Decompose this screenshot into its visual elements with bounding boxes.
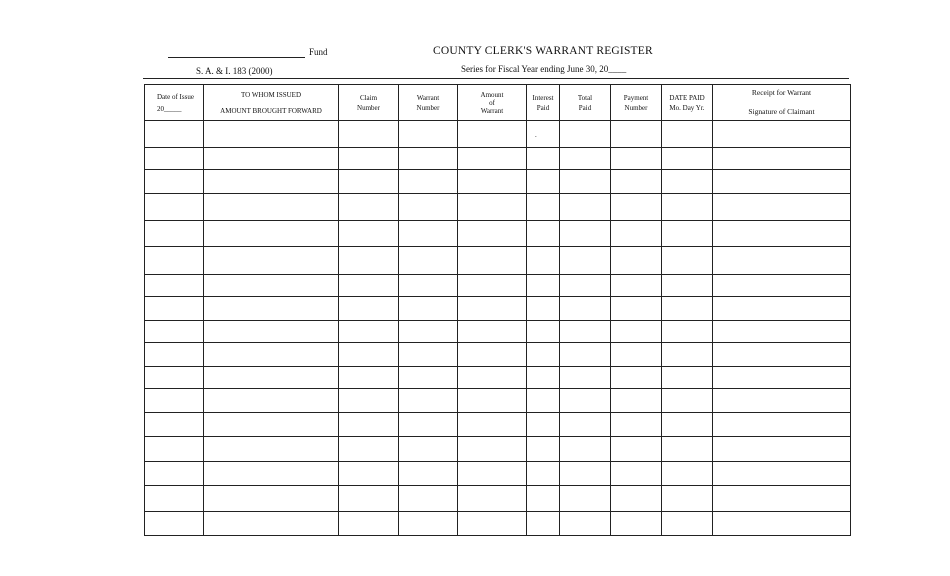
cell-claim-number[interactable] [339, 247, 399, 275]
cell-amount-of-warrant[interactable] [458, 297, 527, 320]
cell-receipt-signature[interactable] [713, 367, 851, 389]
cell-payment-number[interactable] [611, 320, 662, 342]
cell-total-paid[interactable] [560, 389, 611, 412]
table-header-row [145, 85, 851, 121]
cell-warrant-number[interactable] [399, 320, 458, 342]
cell-payment-number[interactable] [611, 297, 662, 320]
table-row [145, 412, 851, 436]
cell-date-paid[interactable] [662, 274, 713, 296]
cell-to-whom-issued[interactable] [204, 274, 339, 296]
fund-name-blank[interactable] [168, 57, 305, 58]
cell-claim-number[interactable] [339, 342, 399, 366]
cell-date-paid[interactable] [662, 220, 713, 247]
col-receipt-signature: Receipt for Warrant Signature of Claimant [713, 85, 851, 121]
cell-interest-paid[interactable] [527, 461, 560, 485]
cell-interest-paid[interactable] [527, 169, 560, 193]
cell-interest-paid[interactable] [527, 367, 560, 389]
table-row [145, 194, 851, 221]
cell-interest-paid[interactable] [527, 274, 560, 296]
fund-label: Fund [309, 47, 328, 57]
cell-payment-number[interactable] [611, 437, 662, 461]
cell-claim-number[interactable] [339, 220, 399, 247]
cell-date-paid[interactable] [662, 169, 713, 193]
cell-total-paid[interactable] [560, 274, 611, 296]
cell-interest-paid[interactable] [527, 511, 560, 536]
cell-payment-number[interactable] [611, 461, 662, 485]
cell-claim-number[interactable] [339, 274, 399, 296]
cell-date-paid[interactable] [662, 461, 713, 485]
cell-total-paid[interactable] [560, 194, 611, 221]
cell-warrant-number[interactable] [399, 342, 458, 366]
table-row [145, 320, 851, 342]
cell-warrant-number[interactable] [399, 194, 458, 221]
cell-date-paid[interactable] [662, 320, 713, 342]
cell-date-paid[interactable] [662, 511, 713, 536]
cell-warrant-number[interactable] [399, 511, 458, 536]
cell-interest-paid[interactable] [527, 297, 560, 320]
cell-amount-of-warrant[interactable] [458, 194, 527, 221]
cell-interest-paid[interactable] [527, 194, 560, 221]
table-row [145, 389, 851, 412]
cell-amount-of-warrant[interactable] [458, 220, 527, 247]
cell-interest-paid[interactable] [527, 412, 560, 436]
cell-date-of-issue[interactable] [145, 511, 204, 536]
cell-date-paid[interactable] [662, 486, 713, 511]
cell-claim-number[interactable] [339, 437, 399, 461]
cell-amount-of-warrant[interactable] [458, 342, 527, 366]
cell-receipt-signature[interactable] [713, 169, 851, 193]
table-row [145, 147, 851, 169]
cell-receipt-signature[interactable] [713, 121, 851, 148]
cell-receipt-signature[interactable] [713, 461, 851, 485]
cell-to-whom-issued[interactable] [204, 342, 339, 366]
cell-claim-number[interactable] [339, 389, 399, 412]
cell-claim-number[interactable] [339, 367, 399, 389]
cell-warrant-number[interactable] [399, 247, 458, 275]
cell-total-paid[interactable] [560, 247, 611, 275]
cell-to-whom-issued[interactable] [204, 320, 339, 342]
cell-receipt-signature[interactable] [713, 320, 851, 342]
cell-payment-number[interactable] [611, 121, 662, 148]
cell-amount-of-warrant[interactable] [458, 367, 527, 389]
cell-claim-number[interactable] [339, 121, 399, 148]
cell-date-of-issue[interactable] [145, 194, 204, 221]
cell-payment-number[interactable] [611, 147, 662, 169]
cell-date-of-issue[interactable] [145, 169, 204, 193]
cell-payment-number[interactable] [611, 389, 662, 412]
cell-date-paid[interactable] [662, 194, 713, 221]
cell-date-of-issue[interactable] [145, 121, 204, 148]
cell-receipt-signature[interactable] [713, 412, 851, 436]
col-amount-of-warrant: Amount of Warrant [458, 85, 527, 121]
cell-date-paid[interactable] [662, 147, 713, 169]
cell-date-paid[interactable] [662, 367, 713, 389]
cell-payment-number[interactable] [611, 169, 662, 193]
cell-date-of-issue[interactable] [145, 147, 204, 169]
cell-interest-paid[interactable] [527, 247, 560, 275]
cell-date-of-issue[interactable] [145, 367, 204, 389]
col-interest-paid: Interest Paid [527, 85, 560, 121]
col-to-whom-issued: TO WHOM ISSUED AMOUNT BROUGHT FORWARD [204, 85, 339, 121]
cell-warrant-number[interactable] [399, 274, 458, 296]
cell-receipt-signature[interactable] [713, 342, 851, 366]
cell-interest-paid[interactable] [527, 486, 560, 511]
cell-date-paid[interactable] [662, 121, 713, 148]
cell-payment-number[interactable] [611, 274, 662, 296]
cell-receipt-signature[interactable] [713, 247, 851, 275]
cell-warrant-number[interactable] [399, 220, 458, 247]
col-date-paid: DATE PAID Mo. Day Yr. [662, 85, 713, 121]
cell-amount-of-warrant[interactable] [458, 121, 527, 148]
warrant-register-table [144, 84, 851, 536]
cell-date-of-issue[interactable] [145, 247, 204, 275]
cell-amount-of-warrant[interactable] [458, 511, 527, 536]
cell-amount-of-warrant[interactable] [458, 247, 527, 275]
col-warrant-number: Warrant Number [399, 85, 458, 121]
header-rule [143, 78, 849, 79]
cell-to-whom-issued[interactable] [204, 247, 339, 275]
cell-date-of-issue[interactable] [145, 297, 204, 320]
cell-claim-number[interactable] [339, 412, 399, 436]
cell-date-of-issue[interactable] [145, 461, 204, 485]
cell-claim-number[interactable] [339, 194, 399, 221]
cell-total-paid[interactable] [560, 297, 611, 320]
cell-receipt-signature[interactable] [713, 511, 851, 536]
page-subtitle: Series for Fiscal Year ending June 30, 20____ [461, 64, 627, 74]
cell-warrant-number[interactable] [399, 147, 458, 169]
cell-amount-of-warrant[interactable] [458, 274, 527, 296]
cell-payment-number[interactable] [611, 511, 662, 536]
cell-receipt-signature[interactable] [713, 389, 851, 412]
table-row [145, 437, 851, 461]
cell-amount-of-warrant[interactable] [458, 437, 527, 461]
table-row [145, 274, 851, 296]
table-row [145, 247, 851, 275]
cell-payment-number[interactable] [611, 367, 662, 389]
cell-date-paid[interactable] [662, 412, 713, 436]
cell-date-paid[interactable] [662, 297, 713, 320]
table-row [145, 367, 851, 389]
cell-date-of-issue[interactable] [145, 437, 204, 461]
cell-claim-number[interactable] [339, 486, 399, 511]
cell-total-paid[interactable] [560, 511, 611, 536]
cell-receipt-signature[interactable] [713, 437, 851, 461]
cell-warrant-number[interactable] [399, 486, 458, 511]
cell-claim-number[interactable] [339, 511, 399, 536]
cell-receipt-signature[interactable] [713, 297, 851, 320]
cell-total-paid[interactable] [560, 486, 611, 511]
cell-date-paid[interactable] [662, 437, 713, 461]
cell-to-whom-issued[interactable] [204, 437, 339, 461]
page-title: COUNTY CLERK'S WARRANT REGISTER [433, 45, 653, 57]
table-row [145, 511, 851, 536]
cell-amount-of-warrant[interactable] [458, 169, 527, 193]
cell-total-paid[interactable] [560, 320, 611, 342]
cell-to-whom-issued[interactable] [204, 220, 339, 247]
cell-to-whom-issued[interactable] [204, 147, 339, 169]
cell-to-whom-issued[interactable] [204, 389, 339, 412]
cell-interest-paid[interactable] [527, 220, 560, 247]
interest-mark: . [535, 131, 537, 140]
cell-to-whom-issued[interactable] [204, 297, 339, 320]
cell-payment-number[interactable] [611, 412, 662, 436]
form-id: S. A. & I. 183 (2000) [196, 66, 273, 76]
cell-to-whom-issued[interactable] [204, 169, 339, 193]
cell-warrant-number[interactable] [399, 412, 458, 436]
cell-date-of-issue[interactable] [145, 389, 204, 412]
cell-interest-paid[interactable] [527, 320, 560, 342]
cell-total-paid[interactable] [560, 169, 611, 193]
col-total-paid: Total Paid [560, 85, 611, 121]
table-row [145, 297, 851, 320]
cell-amount-of-warrant[interactable] [458, 412, 527, 436]
cell-date-of-issue[interactable] [145, 342, 204, 366]
cell-payment-number[interactable] [611, 220, 662, 247]
cell-payment-number[interactable] [611, 486, 662, 511]
cell-total-paid[interactable] [560, 437, 611, 461]
table-row [145, 220, 851, 247]
cell-warrant-number[interactable] [399, 461, 458, 485]
cell-to-whom-issued[interactable] [204, 367, 339, 389]
cell-receipt-signature[interactable] [713, 220, 851, 247]
col-payment-number: Payment Number [611, 85, 662, 121]
cell-warrant-number[interactable] [399, 121, 458, 148]
col-date-of-issue: Date of Issue 20_____ [145, 85, 204, 121]
cell-claim-number[interactable] [339, 147, 399, 169]
cell-receipt-signature[interactable] [713, 274, 851, 296]
cell-payment-number[interactable] [611, 342, 662, 366]
cell-receipt-signature[interactable] [713, 486, 851, 511]
table-row [145, 486, 851, 511]
cell-receipt-signature[interactable] [713, 194, 851, 221]
cell-interest-paid[interactable] [527, 342, 560, 366]
cell-payment-number[interactable] [611, 194, 662, 221]
cell-date-of-issue[interactable] [145, 320, 204, 342]
cell-date-paid[interactable] [662, 342, 713, 366]
cell-interest-paid[interactable] [527, 437, 560, 461]
cell-interest-paid[interactable] [527, 121, 560, 148]
cell-warrant-number[interactable] [399, 297, 458, 320]
cell-warrant-number[interactable] [399, 437, 458, 461]
cell-date-of-issue[interactable] [145, 220, 204, 247]
table-row [145, 342, 851, 366]
cell-to-whom-issued[interactable] [204, 461, 339, 485]
cell-amount-of-warrant[interactable] [458, 147, 527, 169]
cell-amount-of-warrant[interactable] [458, 320, 527, 342]
cell-claim-number[interactable] [339, 461, 399, 485]
cell-claim-number[interactable] [339, 297, 399, 320]
cell-interest-paid[interactable] [527, 389, 560, 412]
cell-amount-of-warrant[interactable] [458, 389, 527, 412]
cell-to-whom-issued[interactable] [204, 121, 339, 148]
cell-total-paid[interactable] [560, 367, 611, 389]
cell-date-paid[interactable] [662, 389, 713, 412]
cell-to-whom-issued[interactable] [204, 486, 339, 511]
cell-interest-paid[interactable] [527, 147, 560, 169]
cell-total-paid[interactable] [560, 342, 611, 366]
table-row [145, 169, 851, 193]
cell-date-of-issue[interactable] [145, 274, 204, 296]
col-claim-number: Claim Number [339, 85, 399, 121]
cell-date-of-issue[interactable] [145, 412, 204, 436]
cell-to-whom-issued[interactable] [204, 194, 339, 221]
cell-warrant-number[interactable] [399, 169, 458, 193]
cell-total-paid[interactable] [560, 121, 611, 148]
cell-payment-number[interactable] [611, 247, 662, 275]
cell-warrant-number[interactable] [399, 367, 458, 389]
cell-total-paid[interactable] [560, 461, 611, 485]
cell-amount-of-warrant[interactable] [458, 486, 527, 511]
cell-claim-number[interactable] [339, 169, 399, 193]
cell-total-paid[interactable] [560, 147, 611, 169]
cell-date-paid[interactable] [662, 247, 713, 275]
table-row [145, 461, 851, 485]
cell-to-whom-issued[interactable] [204, 511, 339, 536]
cell-warrant-number[interactable] [399, 389, 458, 412]
table-row [145, 121, 851, 148]
cell-total-paid[interactable] [560, 412, 611, 436]
cell-total-paid[interactable] [560, 220, 611, 247]
cell-receipt-signature[interactable] [713, 147, 851, 169]
cell-date-of-issue[interactable] [145, 486, 204, 511]
cell-amount-of-warrant[interactable] [458, 461, 527, 485]
cell-to-whom-issued[interactable] [204, 412, 339, 436]
cell-claim-number[interactable] [339, 320, 399, 342]
